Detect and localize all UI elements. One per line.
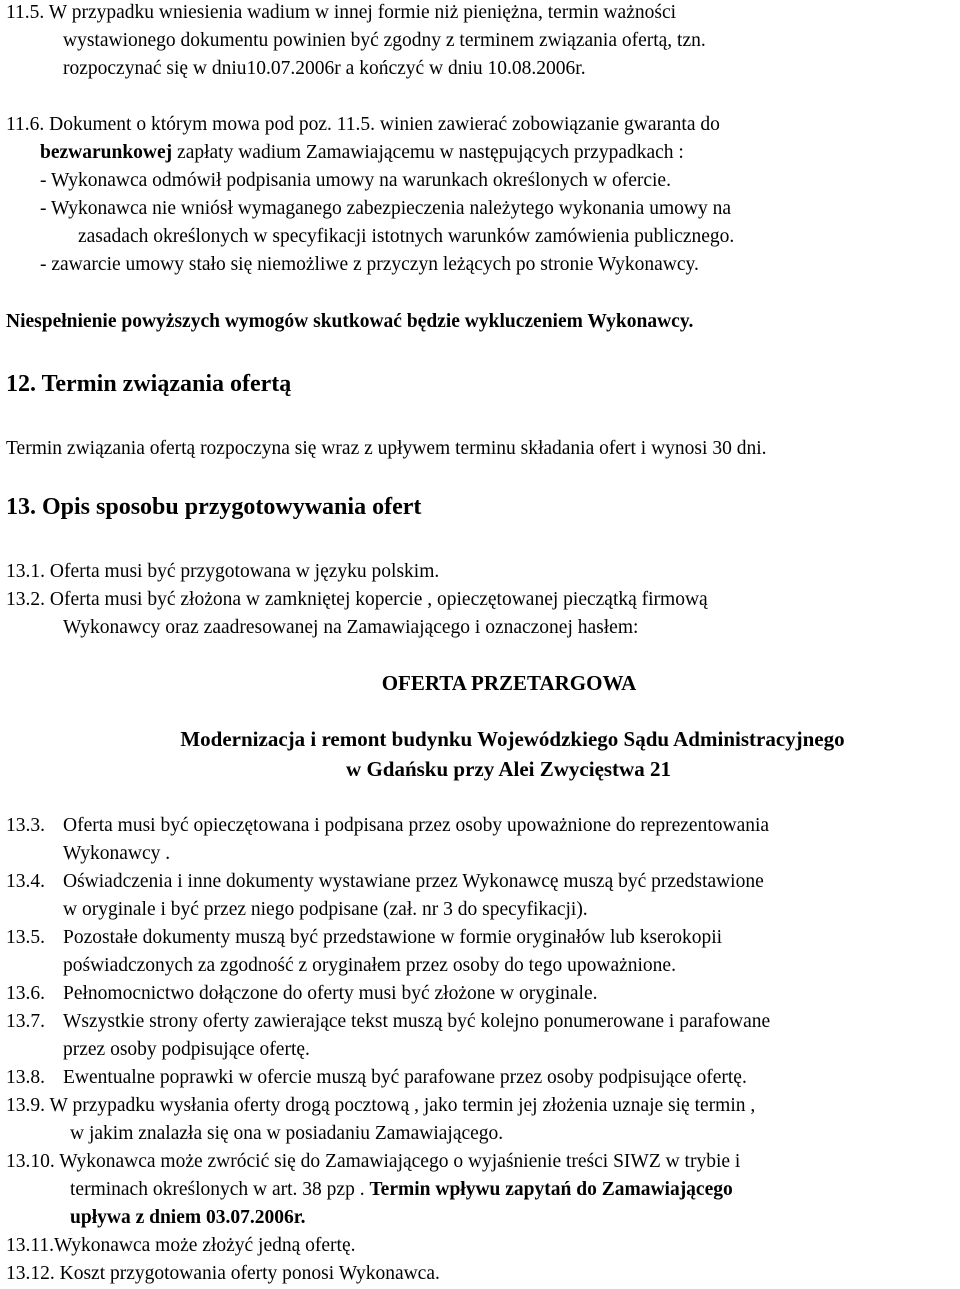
offer-title-line-1: Modernizacja i remont budynku Wojewódzkiego Sądu Administracyjnego <box>180 727 845 751</box>
bold-bezwarunkowej: bezwarunkowej <box>40 142 173 163</box>
item-13-4-line-2: w oryginale i być przez niego podpisane (zał. nr 3 do specyfikacji). <box>63 899 588 920</box>
item-13-7-line-2: przez osoby podpisujące ofertę. <box>63 1039 310 1060</box>
bullet-item-3: - zawarcie umowy stało się niemożliwe z przyczyn leżących po stronie Wykonawcy. <box>40 254 699 275</box>
item-13-5-line-2: poświadczonych za zgodność z oryginałem przez osoby do tego upoważnione. <box>63 955 676 976</box>
bullet-item-2-line-2: zasadach określonych w specyfikacji istotnych warunków zamówienia publicznego. <box>78 226 735 247</box>
section-12-text: Termin związania ofertą rozpoczyna się wraz z upływem terminu składania ofert i wynosi 30 dni. <box>6 438 767 459</box>
item-13-4-number: 13.4. <box>6 871 45 892</box>
item-13-3-line-2: Wykonawcy . <box>63 843 171 864</box>
exclusion-warning: Niespełnienie powyższych wymogów skutkować będzie wykluczeniem Wykonawcy. <box>6 311 694 332</box>
para-11-5-line-2: wystawionego dokumentu powinien być zgodny z terminem związania ofertą, tzn. <box>63 30 706 51</box>
item-13-3-number: 13.3. <box>6 815 45 836</box>
offer-label: OFERTA PRZETARGOWA <box>381 671 637 695</box>
para-11-6-line-2-rest: zapłaty wadium Zamawiającemu w następujących przypadkach : <box>172 142 684 163</box>
item-13-10-line-3: upływa z dniem 03.07.2006r. <box>70 1207 306 1228</box>
item-13-10-line-2 <box>70 1176 733 1203</box>
bullet-item-1: - Wykonawca odmówił podpisania umowy na warunkach określonych w ofercie. <box>40 170 671 191</box>
offer-title-line-2: w Gdańsku przy Alei Zwycięstwa 21 <box>346 757 671 781</box>
inquiry-deadline-bold: Termin wpływu zapytań do Zamawiającego <box>369 1179 733 1200</box>
section-13-heading: 13. Opis sposobu przygotowywania ofert <box>6 494 422 520</box>
item-13-7-number: 13.7. <box>6 1011 45 1032</box>
item-13-10-line-1: 13.10. Wykonawca może zwrócić się do Zamawiającego o wyjaśnienie treści SIWZ w trybie i <box>6 1151 741 1172</box>
para-11-5-line-1: 11.5. W przypadku wniesienia wadium w innej formie niż pieniężna, termin ważności <box>6 2 677 23</box>
item-13-5-line-1: Pozostałe dokumenty muszą być przedstawione w formie oryginałów lub kserokopii <box>63 927 723 948</box>
item-13-5-number: 13.5. <box>6 927 45 948</box>
bullet-item-2-line-1: - Wykonawca nie wniósł wymaganego zabezpieczenia należytego wykonania umowy na <box>40 198 731 219</box>
item-13-6-line-1: Pełnomocnictwo dołączone do oferty musi być złożone w oryginale. <box>63 983 598 1004</box>
para-11-6-line-1: 11.6. Dokument o którym mowa pod poz. 11.5. winien zawierać zobowiązanie gwaranta do <box>6 114 720 135</box>
para-11-5-line-3: rozpoczynać się w dniu10.07.2006r a kończyć w dniu 10.08.2006r. <box>63 58 586 79</box>
item-13-4-line-1: Oświadczenia i inne dokumenty wystawiane przez Wykonawcę muszą być przedstawione <box>63 871 764 892</box>
para-11-6-line-2 <box>40 139 684 166</box>
section-12-heading: 12. Termin związania ofertą <box>6 371 292 397</box>
item-13-8-line-1: Ewentualne poprawki w ofercie muszą być parafowane przez osoby podpisujące ofertę. <box>63 1067 747 1088</box>
item-13-6-number: 13.6. <box>6 983 45 1004</box>
item-13-2-line-1: 13.2. Oferta musi być złożona w zamkniętej kopercie , opieczętowanej pieczątką firmową <box>6 589 708 610</box>
item-13-8-number: 13.8. <box>6 1067 45 1088</box>
item-13-9-line-2: w jakim znalazła się ona w posiadaniu Zamawiającego. <box>70 1123 504 1144</box>
item-13-12: 13.12. Koszt przygotowania oferty ponosi Wykonawca. <box>6 1263 440 1284</box>
item-13-9-line-1: 13.9. W przypadku wysłania oferty drogą pocztową , jako termin jej złożenia uznaje się termin , <box>6 1095 756 1116</box>
item-13-2-line-2: Wykonawcy oraz zaadresowanej na Zamawiającego i oznaczonej hasłem: <box>63 617 639 638</box>
item-13-10-line-2-plain: terminach określonych w art. 38 pzp . <box>70 1179 370 1200</box>
item-13-7-line-1: Wszystkie strony oferty zawierające tekst muszą być kolejno ponumerowane i parafowane <box>63 1011 771 1032</box>
item-13-1: 13.1. Oferta musi być przygotowana w języku polskim. <box>6 561 440 582</box>
item-13-11: 13.11.Wykonawca może złożyć jedną ofertę. <box>6 1235 356 1256</box>
item-13-3-line-1: Oferta musi być opieczętowana i podpisana przez osoby upoważnione do reprezentowania <box>63 815 770 836</box>
